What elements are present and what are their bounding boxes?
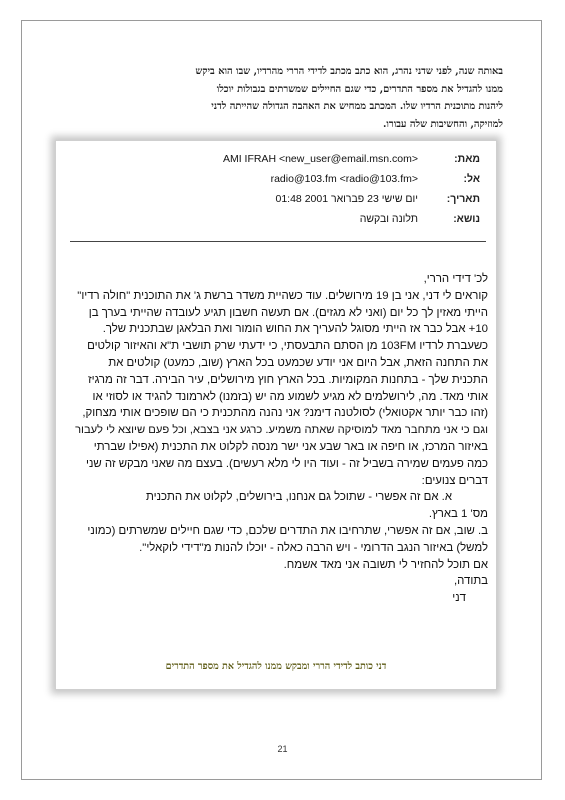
body-line: (זהו כבר יותר אקטואלי) לסולטנה דימנ? אני נהנה מהתכנית כי הם שופכים אותי מצחוק, [82, 407, 488, 420]
email-printout [55, 140, 497, 690]
date-value: יום שישי 23 פברואר 2001 01:48 [275, 193, 418, 205]
body-line: אם תוכל להחזיר לי תשובה אני מאד אשמח. [283, 558, 488, 571]
body-line: באיזור המרכז, או חיפה או באר שבע אני ישר מנסה לקלוט את התכנית (אפילו שברתי [93, 440, 488, 453]
from-label: מאת: [454, 153, 480, 165]
intro-line: באותה שנה, לפני שדני נהרג, הוא כתב מכתב לדידי הררי מהרדיו, שבו הוא ביקש [195, 66, 503, 77]
subject-label: נושא: [453, 213, 480, 225]
subject-value: תלונה ובקשה [359, 213, 418, 225]
intro-line: ממנו להגדיל את מספר התדרים, כדי שגם החיילים שמשרתים בגבולות יוכלו [216, 83, 503, 95]
page-number: 21 [277, 744, 288, 754]
body-line: ב. שוב, אם זה אפשרי, שתרחיבו את התדרים שלכם, כדי שגם חיילים שמשרתים (כמוני [87, 524, 488, 537]
body-line: 10+ אבל כבר אז הייתי מסוגל להעריך את החוש הומור ואת הבלאגן שבתכנית שלך. [102, 323, 488, 336]
body-line: וגם כי אני מתחבר מאד למוסיקה שאתה משמיע. כרגע אני בצבא, וכל פעם שיוצא לי לעבור [75, 424, 488, 437]
email-from-row [72, 153, 480, 173]
intro-line: ליהנות מתוכנית הרדיו שלו. המכתב ממחיש את האהבה הגדולה שהייתה לדני [211, 101, 503, 112]
intro-paragraph [66, 63, 503, 133]
email-subject-row [72, 213, 480, 233]
body-line: לכ' דידי הררי, [423, 273, 488, 285]
intro-line: למוזיקה, והחשיבות שלה עבורו. [382, 118, 503, 130]
body-line: אותי מאד. מה, לירושלמים לא מגיע לשמוע מה יש (בזמנו) לארמונד להגיד או לסוזי או [92, 390, 488, 403]
email-date-row [72, 193, 480, 213]
date-label: תאריך: [446, 193, 480, 205]
body-line: דברים צנועים: [421, 474, 488, 487]
body-line: בתודה, [454, 575, 488, 588]
body-line: כמה פעמים שמירה בשביל זה - ועוד היו לי מלא רעשים). בעצם מה שאני מבקש זה שני [86, 457, 488, 470]
body-line: מס' 1 בארץ. [428, 508, 488, 521]
body-line: דני [452, 592, 466, 605]
photo-caption: דני כותב לדידי הררי ומבקש ממנו להגדיל את מספר התדרים [165, 661, 387, 672]
body-line: הייתי מאזין לך כל יום (ואני לא מגזים). אם תעשה חשבון תגיע לעובדה שהייתי בערך בן [88, 306, 488, 319]
to-value: radio@103.fm <radio@103.fm> [270, 173, 418, 185]
header-divider [70, 241, 486, 242]
body-line: את התחנה הזאת, אבל היום אני יודע שכמעט בכל הארץ (שוב, כמעט) קולטים את [108, 356, 488, 369]
body-line: כשעברת לרדיו 103FM מן הסתם התבעסתי, כי ידעתי שרק תושבי ת"א והאיזור קולטים [87, 340, 488, 353]
to-label: אל: [463, 173, 480, 185]
body-line: למשל) באיזור הנגב הדרומי - ויש הרבה כאלה - יוכלו להנות מ"דידי לוקאלי". [139, 541, 488, 554]
body-line: התכנית שלך - בתחנות המקומיות. בכל הארץ חוץ מירושלים, עיר הבירה. דבר זה מרגיז [88, 373, 488, 386]
body-line: א. אם זה אפשרי - שתוכל גם אנחנו, בירושלים, לקלוט את התכנית [145, 491, 452, 504]
body-line: קוראים לי דני, אני בן 19 מירושלים. עוד כשהיית משדר ברשת ג' את התוכנית "חולה רדיו" [77, 289, 488, 302]
email-to-row [72, 173, 480, 193]
from-value: AMI IFRAH <new_user@email.msn.com> [222, 153, 418, 165]
email-body [70, 271, 488, 607]
